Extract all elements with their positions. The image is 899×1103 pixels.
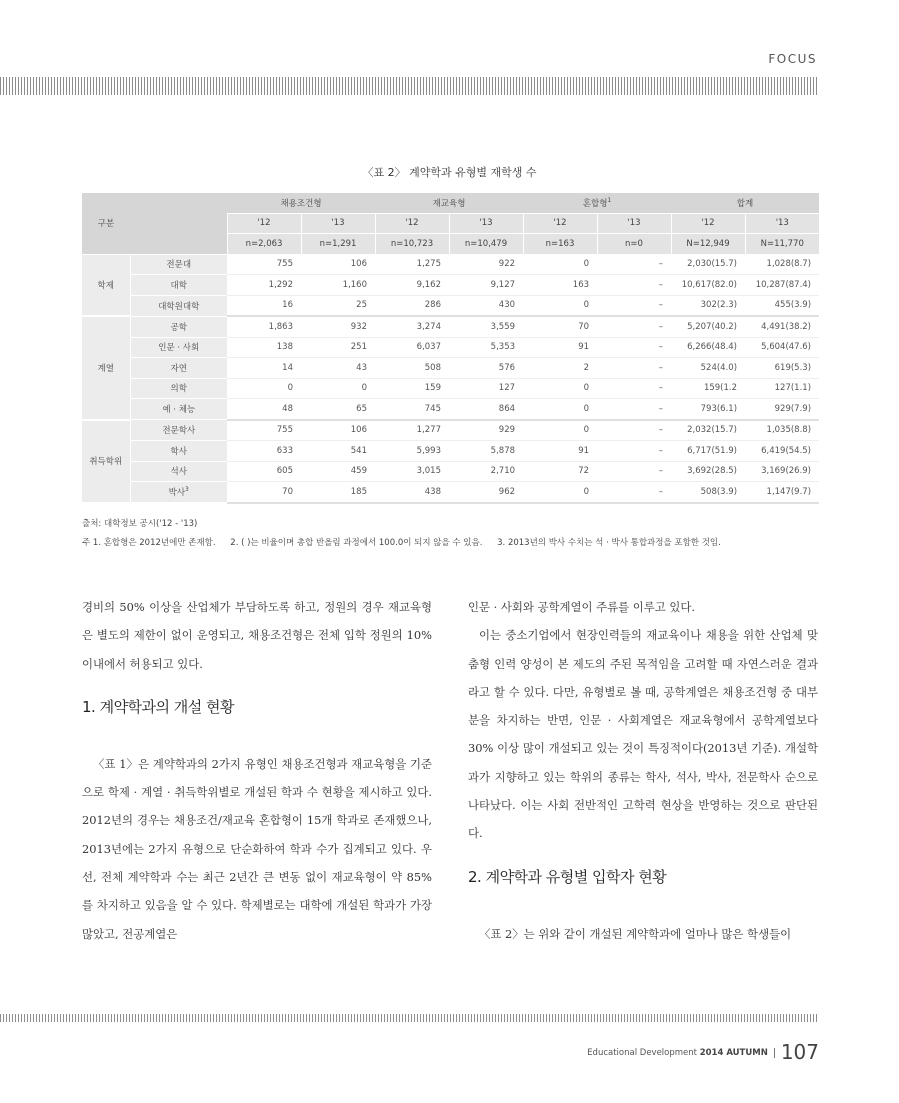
table-cell: – <box>597 337 671 358</box>
row-group-label: 취득학위 <box>82 420 130 503</box>
table-cell: 3,559 <box>449 316 523 337</box>
table-cell: 2,030(15.7) <box>671 254 745 275</box>
row-label-text: 박사 <box>168 488 186 498</box>
table-cell: – <box>597 275 671 296</box>
table-row <box>82 420 819 441</box>
table-cell: 1,147(9.7) <box>745 482 819 503</box>
table-cell: 6,266(48.4) <box>671 337 745 358</box>
header-count: N=12,949 <box>671 234 745 255</box>
category-label: 혼합형 <box>582 198 608 209</box>
table-cell: 127 <box>449 378 523 399</box>
table-cell: 3,015 <box>375 461 449 482</box>
table-cell: – <box>597 399 671 420</box>
table-cell: 10,287(87.4) <box>745 275 819 296</box>
header-year: '12 <box>523 213 597 234</box>
table-row <box>82 316 819 337</box>
table-cell: 185 <box>301 482 375 503</box>
table-cell: 6,037 <box>375 337 449 358</box>
table-cell: 922 <box>449 254 523 275</box>
row-label <box>130 295 227 316</box>
table-cell: 508(3.9) <box>671 482 745 503</box>
paragraph: 인문 · 사회와 공학계열이 주류를 이루고 있다. <box>468 600 696 614</box>
footer-rule <box>0 1014 818 1022</box>
header-group-label: 구분 <box>82 193 130 254</box>
row-label <box>130 420 227 441</box>
table-cell: 1,863 <box>227 316 301 337</box>
table-row <box>82 295 819 316</box>
header-year: '13 <box>301 213 375 234</box>
table-cell: 508 <box>375 358 449 379</box>
row-label <box>130 358 227 379</box>
row-label-text: 인문 · 사회 <box>158 343 200 354</box>
table-row <box>82 378 819 399</box>
table-cell: 48 <box>227 399 301 420</box>
row-label <box>130 482 227 503</box>
table-cell: 138 <box>227 337 301 358</box>
table-cell: 0 <box>227 378 301 399</box>
table-cell: 302(2.3) <box>671 295 745 316</box>
table-cell: 65 <box>301 399 375 420</box>
paragraph: 〈표 1〉은 계약학과의 2가지 유형인 채용조건형과 재교육형을 기준으로 학제 · 계열 · 취득학위별로 개설된 학과 수 현황을 제시하고 있다. 2012년의 경우는 채용조건/재교육 혼합형이 15개 학과로 존재했으나, 2013년에는 2가지 유형으로 단순화하여 학과 수가 집계되고 있다. 우선, 전체 계약학과 수는 최근 2년간 큰 변동 없이 재교육형이 약 85%를 차지하고 있음을 알 수 있다. 학제별로는 대학에 개설된 학과가 가장 많았고, 전공계열은 <box>82 756 432 941</box>
table-cell: 251 <box>301 337 375 358</box>
row-label <box>130 316 227 337</box>
table-cell: 25 <box>301 295 375 316</box>
table-cell: – <box>597 316 671 337</box>
header-blank <box>130 193 227 254</box>
table-title: 〈표 2〉 계약학과 유형별 재학생 수 <box>362 166 537 179</box>
row-group-label: 계열 <box>82 316 130 420</box>
table-cell: – <box>597 420 671 441</box>
table-cell: 438 <box>375 482 449 503</box>
left-column <box>82 593 432 948</box>
table-cell: 541 <box>301 441 375 462</box>
header-count: N=11,770 <box>745 234 819 255</box>
paragraph: 경비의 50% 이상을 산업체가 부담하도록 하고, 정원의 경우 재교육형은 별도의 제한이 없이 운영되고, 채용조건형은 전체 입학 정원의 10% 이내에서 허용되고 있다. <box>82 600 432 671</box>
row-label-text: 전문학사 <box>162 426 196 436</box>
table-row <box>82 399 819 420</box>
table-cell: 5,993 <box>375 441 449 462</box>
header-count: n=163 <box>523 234 597 255</box>
table-cell: 0 <box>523 254 597 275</box>
row-label <box>130 461 227 482</box>
table-cell: 1,035(8.8) <box>745 420 819 441</box>
table-cell: 619(5.3) <box>745 358 819 379</box>
table-cell: 0 <box>523 295 597 316</box>
table-cell: 2 <box>523 358 597 379</box>
table-cell: 91 <box>523 337 597 358</box>
table-cell: – <box>597 441 671 462</box>
table-cell: 0 <box>523 482 597 503</box>
row-label-text: 대학 <box>170 280 187 291</box>
table-cell: 91 <box>523 441 597 462</box>
footer-separator <box>774 1048 775 1058</box>
paragraph: 이는 중소기업에서 현장인력들의 재교육이나 채용을 위한 산업체 맞춤형 인력 양성이 본 제도의 주된 목적임을 고려할 때 자연스러운 결과라고 할 수 있다. 다만, 유형별로 볼 때, 공학계열은 채용조건형 중 대부분을 차지하는 반면, 인문 · 사회계열은 재교육형에서 공학계열보다 30% 이상 많이 개설되고 있는 것이 특징적이다(2013년 기준). 개설학과가 지향하고 있는 학위의 종류는 학사, 석사, 박사, 전문학사 순으로 나타났다. 이는 사회 전반적인 고학력 현상을 반영하는 것으로 판단된다. <box>468 628 818 841</box>
table-cell: – <box>597 482 671 503</box>
table-cell: 605 <box>227 461 301 482</box>
table-row <box>82 275 819 296</box>
header-category <box>523 193 671 213</box>
row-label-text: 석사 <box>170 467 187 478</box>
header-rule <box>0 77 818 95</box>
table-cell: 929(7.9) <box>745 399 819 420</box>
table-cell: – <box>597 254 671 275</box>
table-cell: 2,032(15.7) <box>671 420 745 441</box>
table-cell: – <box>597 295 671 316</box>
header-category <box>227 193 375 213</box>
page-footer <box>587 1042 819 1062</box>
table-cell: 106 <box>301 420 375 441</box>
row-label <box>130 378 227 399</box>
table-cell: 929 <box>449 420 523 441</box>
table-cell: 932 <box>301 316 375 337</box>
footnote-3: 3. 2013년의 박사 수치는 석 · 박사 통합과정을 포함한 것임. <box>497 538 721 548</box>
table-cell: 0 <box>523 378 597 399</box>
table-cell: 9,127 <box>449 275 523 296</box>
row-label-text: 의학 <box>170 384 187 395</box>
table-cell: – <box>597 378 671 399</box>
header-year: '13 <box>449 213 523 234</box>
table-footnotes <box>82 536 721 548</box>
header-count: n=0 <box>597 234 671 255</box>
table-cell: 3,692(28.5) <box>671 461 745 482</box>
row-group-label: 학제 <box>82 254 130 316</box>
row-label <box>130 254 227 275</box>
table-cell: 5,207(40.2) <box>671 316 745 337</box>
table-cell: 633 <box>227 441 301 462</box>
table-cell: 70 <box>523 316 597 337</box>
table-cell: 755 <box>227 254 301 275</box>
row-label-text: 학사 <box>170 446 187 457</box>
table-cell: 745 <box>375 399 449 420</box>
row-label-text: 대학원대학 <box>158 301 200 312</box>
footnote-2: 2. ( )는 비율이며 총합 반올림 과정에서 100.0이 되지 않을 수 있음. <box>230 538 483 548</box>
table-cell: 1,277 <box>375 420 449 441</box>
table-cell: 0 <box>523 399 597 420</box>
table-row <box>82 337 819 358</box>
section-label: FOCUS <box>768 52 817 66</box>
table-row <box>82 358 819 379</box>
header-year: '13 <box>597 213 671 234</box>
table-cell: 864 <box>449 399 523 420</box>
row-label-text: 예 · 체능 <box>162 405 196 415</box>
table-row <box>82 482 819 503</box>
table-cell: 14 <box>227 358 301 379</box>
table-cell: 9,162 <box>375 275 449 296</box>
table-cell: 0 <box>523 420 597 441</box>
table-cell: 793(6.1) <box>671 399 745 420</box>
table-row <box>82 254 819 275</box>
table-cell: 2,710 <box>449 461 523 482</box>
table-cell: 159 <box>375 378 449 399</box>
table-cell: 3,274 <box>375 316 449 337</box>
table-cell: 72 <box>523 461 597 482</box>
table-cell: 10,617(82.0) <box>671 275 745 296</box>
table-cell: 524(4.0) <box>671 358 745 379</box>
table-cell: 3,169(26.9) <box>745 461 819 482</box>
table-cell: 459 <box>301 461 375 482</box>
page-number: 107 <box>780 1040 819 1064</box>
header-year: '13 <box>745 213 819 234</box>
table-cell: 159(1.2 <box>671 378 745 399</box>
row-label-text: 공학 <box>170 322 187 333</box>
table-row <box>82 441 819 462</box>
row-label <box>130 275 227 296</box>
table-row <box>82 461 819 482</box>
row-label <box>130 337 227 358</box>
footnote-mark: 1 <box>607 196 612 204</box>
header-count: n=1,291 <box>301 234 375 255</box>
footnote-mark: 3 <box>185 486 189 494</box>
table-cell: 70 <box>227 482 301 503</box>
header-category <box>375 193 523 213</box>
table-cell: 1,160 <box>301 275 375 296</box>
section-heading-1: 1. 계약학과의 개설 현황 <box>82 697 235 716</box>
category-label: 합계 <box>736 198 754 209</box>
table-cell: 1,292 <box>227 275 301 296</box>
table-cell: 1,275 <box>375 254 449 275</box>
footnote-1: 주 1. 혼합형은 2012년에만 존재함. <box>82 538 216 548</box>
table-cell: 1,028(8.7) <box>745 254 819 275</box>
header-count: n=2,063 <box>227 234 301 255</box>
paragraph: 〈표 2〉는 위와 같이 개설된 계약학과에 얼마나 많은 학생들이 <box>479 926 792 941</box>
header-year: '12 <box>375 213 449 234</box>
table-source: 출처: 대학정보 공시('12 - '13) <box>82 519 198 529</box>
table-cell: – <box>597 461 671 482</box>
row-label-text: 자연 <box>170 363 187 374</box>
journal-name: Educational Development 2014 AUTUMN <box>587 1048 768 1058</box>
table-cell: 5,353 <box>449 337 523 358</box>
table-cell: 286 <box>375 295 449 316</box>
table-cell: 576 <box>449 358 523 379</box>
table-cell: 127(1.1) <box>745 378 819 399</box>
table-cell: 5,878 <box>449 441 523 462</box>
section-heading-2: 2. 계약학과 유형별 입학자 현황 <box>468 867 667 886</box>
row-label <box>130 399 227 420</box>
category-label: 재교육형 <box>432 198 466 209</box>
table-cell: 163 <box>523 275 597 296</box>
row-label-text: 전문대 <box>166 260 192 271</box>
right-column <box>468 593 818 948</box>
table-cell: 4,491(38.2) <box>745 316 819 337</box>
issue-season: 2014 AUTUMN <box>699 1048 768 1058</box>
header-count: n=10,723 <box>375 234 449 255</box>
table-cell: 6,717(51.9) <box>671 441 745 462</box>
header-year: '12 <box>671 213 745 234</box>
row-label <box>130 441 227 462</box>
table-cell: 16 <box>227 295 301 316</box>
table-cell: 455(3.9) <box>745 295 819 316</box>
table-cell: 6,419(54.5) <box>745 441 819 462</box>
table-cell: 43 <box>301 358 375 379</box>
table-cell: 5,604(47.6) <box>745 337 819 358</box>
header-count: n=10,479 <box>449 234 523 255</box>
category-label: 채용조건형 <box>280 198 322 209</box>
table-cell: 106 <box>301 254 375 275</box>
table-cell: 430 <box>449 295 523 316</box>
table-cell: 962 <box>449 482 523 503</box>
enrollment-table <box>82 193 819 504</box>
header-year: '12 <box>227 213 301 234</box>
table-cell: 0 <box>301 378 375 399</box>
header-category <box>671 193 819 213</box>
table-cell: – <box>597 358 671 379</box>
table-cell: 755 <box>227 420 301 441</box>
